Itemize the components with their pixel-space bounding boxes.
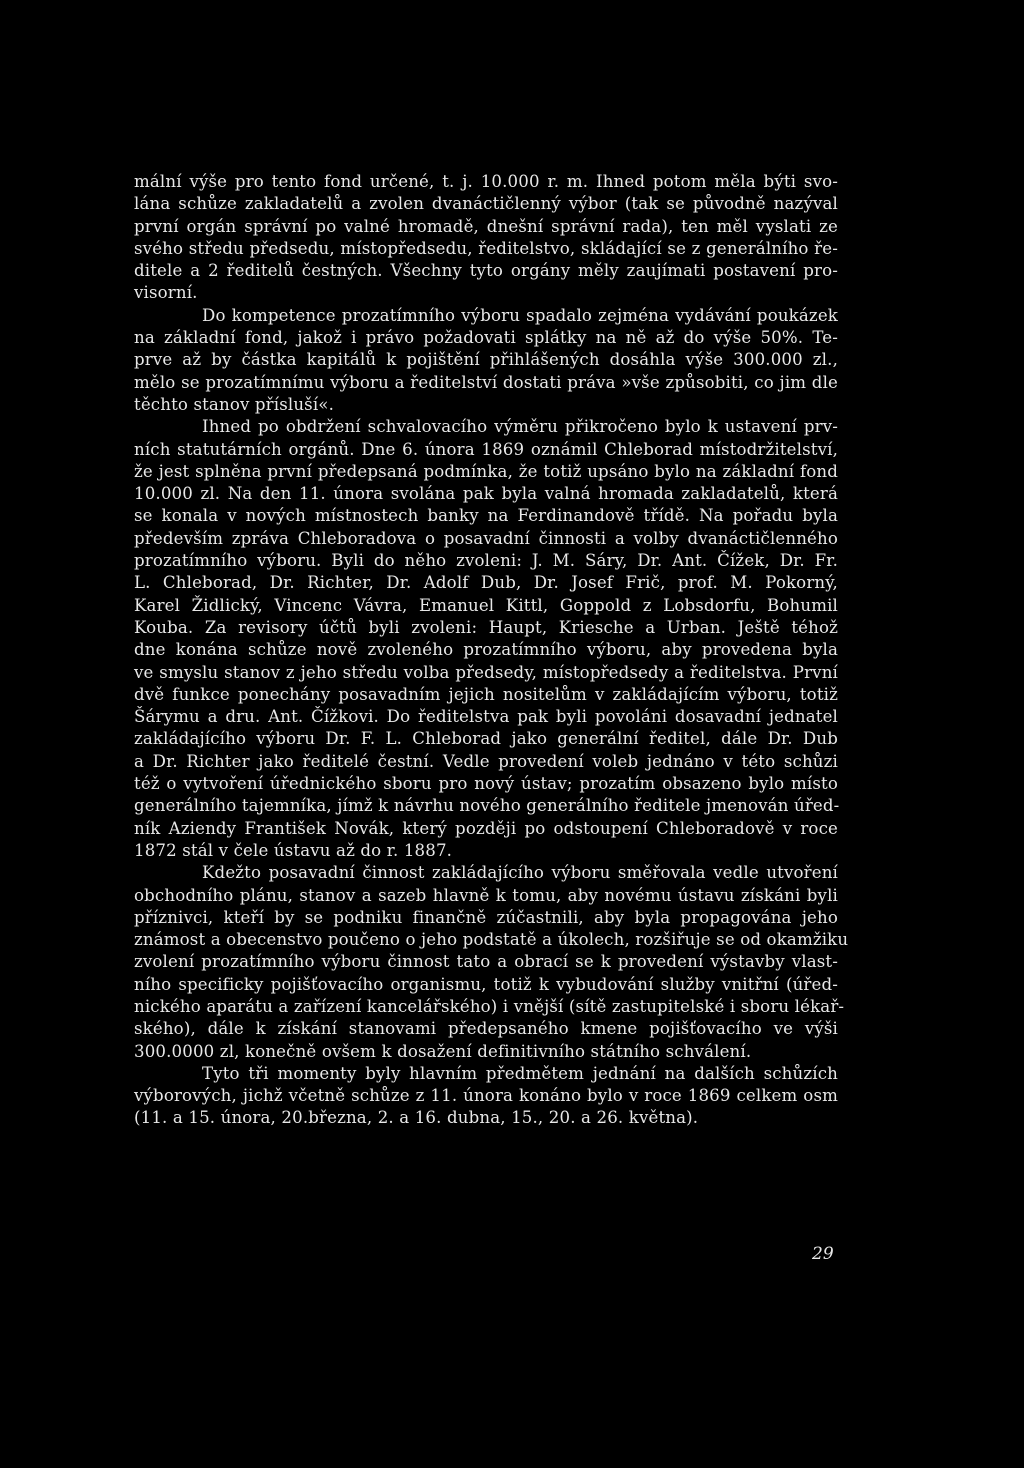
text-line: (11. a 15. února, 20.března, 2. a 16. dubna, 15., 20. a 26. května).	[134, 1108, 699, 1128]
text-line: ve smyslu stanov z jeho středu volba předsedy, místopředsedy a ředitelstva. První	[134, 662, 838, 682]
text-line: Do kompetence prozatímního výboru spadalo zejména vydávání poukázek	[202, 305, 838, 325]
text-line: Tyto tři momenty byly hlavním předmětem jednání na dalších schůzích	[202, 1063, 838, 1083]
text-line: příznivci, kteří by se podniku finančně zúčastnili, aby byla propagována jeho	[134, 907, 838, 927]
text-line: první orgán správní po valné hromadě, dnešní správní rada), ten měl vyslati ze	[134, 216, 838, 236]
text-line: dvě funkce ponechány posavadním jejich nositelům v zakládajícím výboru, totiž	[134, 684, 838, 704]
text-line: obchodního plánu, stanov a sazeb hlavně k tomu, aby novému ústavu získáni byli	[134, 885, 838, 905]
text-line: generálního tajemníka, jímž k návrhu nového generálního ředitele jmenován úřed-	[134, 796, 840, 816]
text-line: zakládajícího výboru Dr. F. L. Chleborad jako generální ředitel, dále Dr. Dub	[134, 729, 838, 749]
text-line: ského), dále k získání stanovami předepsaného kmene pojišťovacího ve výši	[134, 1019, 838, 1039]
body-text	[134, 171, 849, 1130]
text-line: zvolení prozatímního výboru činnost tato a obrací se k provedení výstavby vlast-	[134, 952, 838, 972]
text-line: ních statutárních orgánů. Dne 6. února 1869 oznámil Chleborad místodržitelství,	[134, 439, 838, 459]
text-line: těchto stanov přísluší«.	[134, 394, 335, 414]
text-line: dne konána schůze nově zvoleného prozatímního výboru, aby provedena byla	[134, 640, 838, 660]
text-line: Karel Židlický, Vincenc Vávra, Emanuel Kittl, Goppold z Lobsdorfu, Bohumil	[134, 595, 838, 615]
text-line: a Dr. Richter jako ředitelé čestní. Vedle provedení voleb jednáno v této schůzi	[134, 751, 838, 771]
text-line: 1872 stál v čele ústavu až do r. 1887.	[134, 840, 453, 860]
text-line: Kdežto posavadní činnost zakládajícího výboru směřovala vedle utvoření	[202, 863, 838, 883]
text-line: že jest splněna první předepsaná podmínka, že totiž upsáno bylo na základní fond	[134, 461, 838, 481]
text-line: ditele a 2 ředitelů čestných. Všechny tyto orgány měly zaujímati postavení pro-	[134, 261, 838, 281]
text-line: na základní fond, jakož i právo požadovati splátky na ně až do výše 50%. Te-	[134, 328, 838, 348]
text-line: ník Aziendy František Novák, který později po odstoupení Chleboradově v roce	[134, 818, 838, 838]
text-line: prozatímního výboru. Byli do něho zvoleni: J. M. Sáry, Dr. Ant. Čížek, Dr. Fr.	[134, 551, 838, 571]
text-line: výborových, jichž včetně schůze z 11. února konáno bylo v roce 1869 celkem osm	[134, 1086, 838, 1106]
text-line: L. Chleborad, Dr. Richter, Dr. Adolf Dub, Dr. Josef Frič, prof. M. Pokorný,	[134, 573, 838, 593]
text-line: se konala v nových místnostech banky na Ferdinandově třídě. Na pořadu byla	[134, 506, 838, 526]
text-line: lána schůze zakladatelů a zvolen dvanáctičlenný výbor (tak se původně nazýval	[134, 194, 838, 214]
text-line: též o vytvoření úřednického sboru pro nový ústav; prozatím obsazeno bylo místo	[134, 774, 838, 794]
text-line: mělo se prozatímnímu výboru a ředitelství dostati práva »vše způsobiti, co jim dle	[134, 372, 838, 392]
text-line: 10.000 zl. Na den 11. února svolána pak byla valná hromada zakladatelů, která	[134, 484, 838, 504]
text-line: Kouba. Za revisory účtů byli zvoleni: Haupt, Kriesche a Urban. Ještě téhož	[134, 617, 838, 637]
page-number: 29	[812, 1244, 834, 1264]
text-line: visorní.	[134, 283, 198, 303]
text-line: Šárymu a dru. Ant. Čížkovi. Do ředitelstva pak byli povoláni dosavadní jednatel	[134, 707, 838, 727]
text-line: především zpráva Chleboradova o posavadní činnosti a volby dvanáctičlenného	[134, 528, 838, 548]
text-line: Ihned po obdržení schvalovacího výměru přikročeno bylo k ustavení prv-	[202, 417, 838, 437]
text-line: nického aparátu a zařízení kancelářského) i vnější (sítě zastupitelské i sboru lékař-	[134, 996, 845, 1016]
text-line: ního specificky pojišťovacího organismu, totiž k vybudování služby vnitřní (úřed-	[134, 974, 838, 994]
text-line: prve až by částka kapitálů k pojištění přihlášených dosáhla výše 300.000 zl.,	[134, 350, 838, 370]
text-line: 300.0000 zl, konečně ovšem k dosažení definitivního státního schválení.	[134, 1041, 752, 1061]
text-line: známost a obecenstvo poučeno o jeho podstatě a úkolech, rozšiřuje se od okamžiku	[134, 930, 849, 950]
text-line: mální výše pro tento fond určené, t. j. 10.000 r. m. Ihned potom měla býti svo-	[134, 172, 838, 191]
text-line: svého středu předsedu, místopředsedu, ředitelstvo, skládající se z generálního ře-	[134, 238, 838, 258]
